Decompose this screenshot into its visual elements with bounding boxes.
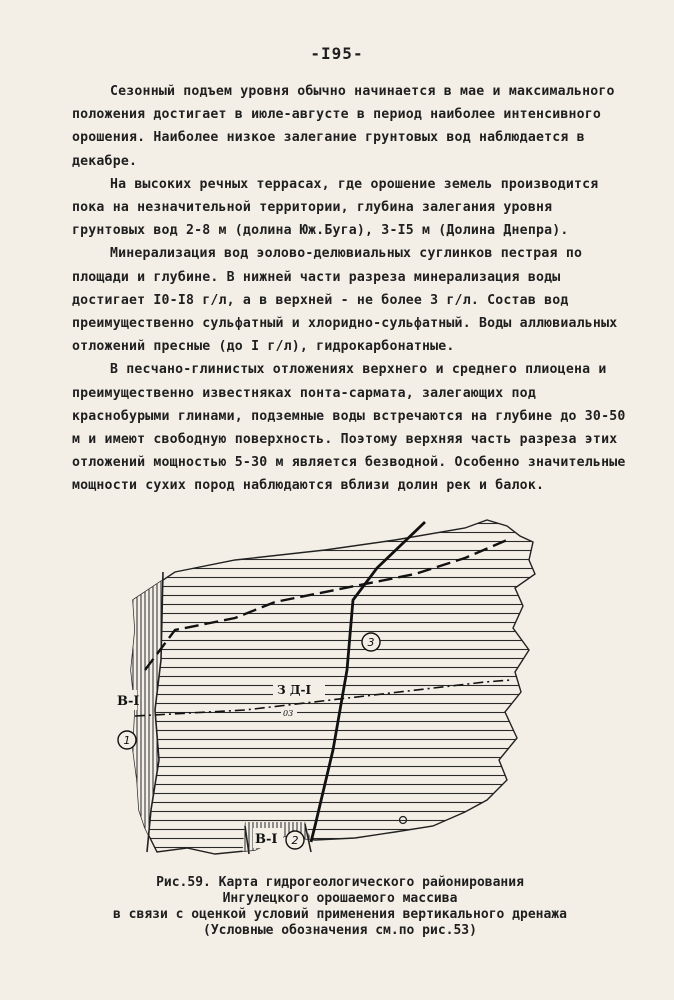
figure-caption <box>110 875 570 939</box>
caption-line-1: Рис.59. Карта гидрогеологического районирования <box>156 875 524 890</box>
page-number: -I95- <box>310 44 364 63</box>
paragraph-2: На высоких речных террасах, где орошение земель производится пока на незначительной территории, глубина залегания уровня грунтовых вод 2-8 м (долина Юж.Буга), 3-I5 м (Долина Днепра). <box>72 176 599 239</box>
body-text <box>72 80 632 498</box>
paragraph-1: Сезонный подъем уровня обычно начинается в мае и максимального положения достигает в июле-августе в период наиболее интенсивного орошения. Наиболее низкое залегание грунтовых вод наблюдается в декабре. <box>72 84 615 169</box>
circle-label-1: 1 <box>123 734 131 747</box>
circle-label-3-marker <box>362 633 380 651</box>
zone-label-center-sub: 03 <box>283 709 294 718</box>
circle-label-2-marker <box>286 831 304 849</box>
zone-label-center: З Д-I <box>277 683 312 697</box>
caption-line-4: (Условные обозначения см.по рис.53) <box>203 923 477 938</box>
zone-label-south: В-I <box>255 832 278 847</box>
hydrogeological-map <box>115 510 555 870</box>
caption-line-2: Ингулецкого орошаемого массива <box>222 891 458 906</box>
zone-label-west: В-I <box>117 694 140 709</box>
circle-label-2: 2 <box>291 834 299 847</box>
map-territory <box>131 520 535 854</box>
caption-line-3: в связи с оценкой условий применения вертикального дренажа <box>113 907 567 922</box>
circle-label-3: 3 <box>367 636 375 649</box>
paragraph-3: Минерализация вод эолово-делювиальных суглинков пестрая по площади и глубине. В нижней части разреза минерализация воды достигает I0-I8 г/л, а в верхней - не более 3 г/л. Состав вод преимущественно сульфатный и хлоридно-сульфатный. Воды аллювиальных отложений пресные (до I г/л), гидрокарбонатные. <box>72 246 618 355</box>
paragraph-4: В песчано-глинистых отложениях верхнего и среднего плиоцена и преимущественно известняках понта-сармата, залегающих под краснобурыми глинами, подземные воды встречаются на глубине до 30-50 м и имеют свободную поверхность. Поэтому верхняя часть разреза этих отложений мощностью 5-30 м является безводной. Особенно значительные мощности сухих пород наблюдаются вблизи долин рек и балок. <box>72 362 626 494</box>
circle-label-1-marker <box>118 731 136 749</box>
